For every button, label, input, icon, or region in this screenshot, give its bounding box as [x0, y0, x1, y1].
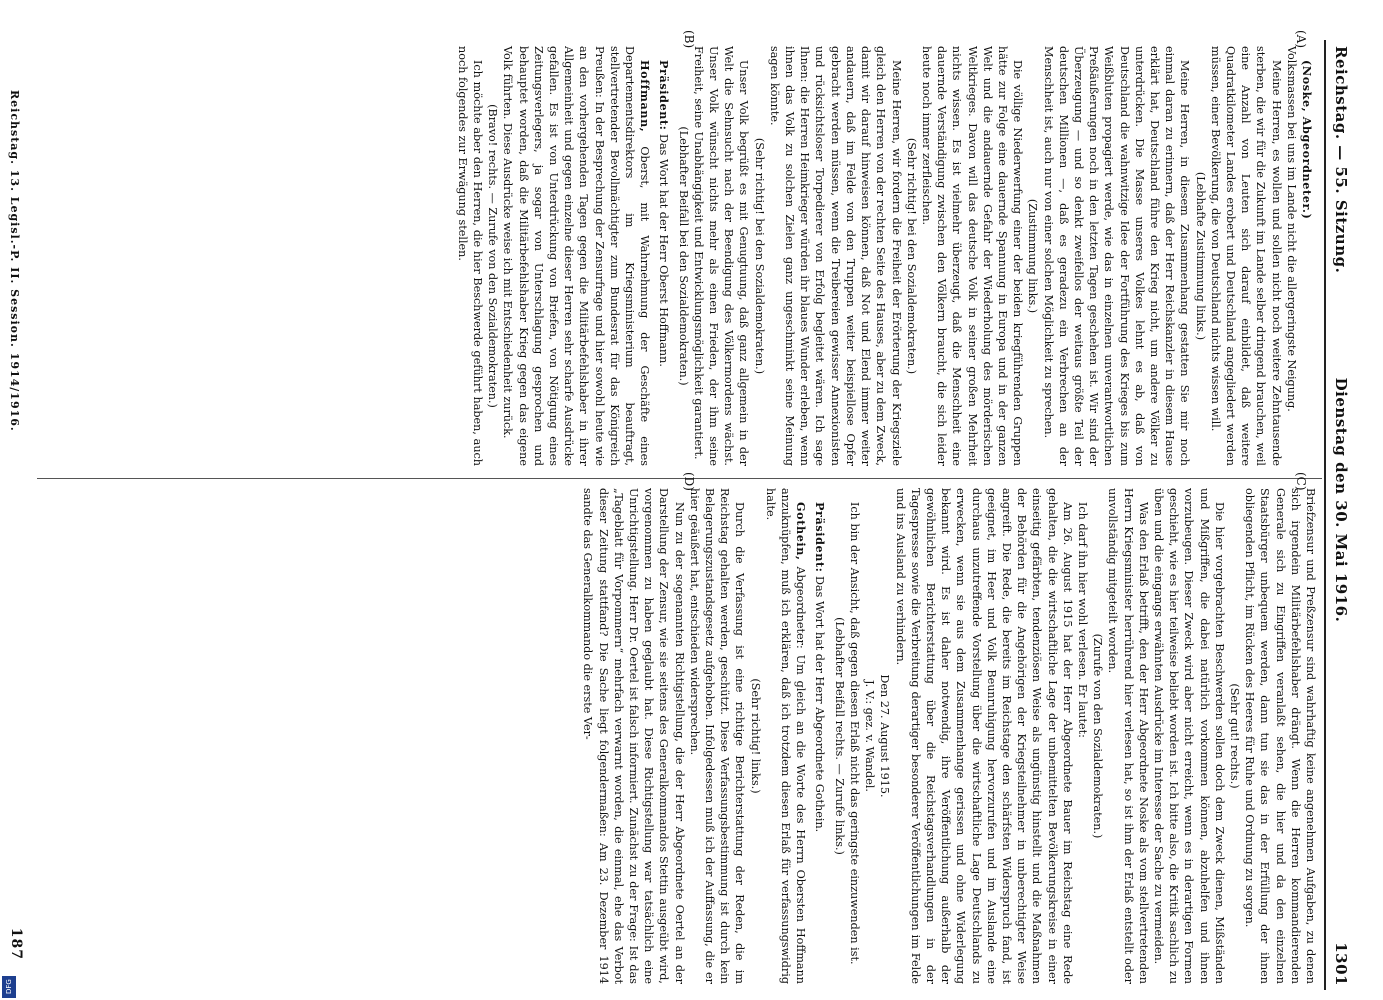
paragraph: Was den Erlaß betrifft, den der Herr Abgeordnete Noske als vom stellvertretenden Herrn Kriegsminister herrührend hier verlesen hat, so ist ihm der Erlaß entstellt oder unvollständig mitgeteilt worden.	[1106, 488, 1150, 984]
speaker-name: Präsident:	[813, 502, 828, 573]
speech-text: Das Wort hat der Herr Abgeordnete Gothein.	[813, 576, 827, 833]
interjection: Den 27. August 1915.	[878, 674, 892, 798]
dfg-logo: DFG	[2, 976, 16, 998]
paragraph: Durch die Verfassung ist eine richtige Berichterstattung der Reden, die im Reichstag gehalten werden, geschützt. Diese Verfassungsbestimmung ist durch kein Belagerungszustandsgesetz aufgehoben. Infolgedessen muß ich der Auffassung, die er hier geäußert hat, entschieden widersprechen.	[687, 488, 747, 984]
interjection: (Sehr richtig! bei den Sozialdemokraten.)	[904, 137, 918, 375]
interjection: (Sehr richtig! links.)	[748, 678, 762, 794]
speech-text: Das Wort hat der Herr Oberst Hoffmann.	[657, 134, 671, 367]
speaker-name: Präsident:	[657, 60, 672, 131]
footer-page-number: 187	[8, 927, 24, 960]
interjection: J. V.: gez. v. Wandel.	[863, 680, 877, 792]
paragraph: Die hier vorgebrachten Beschwerden sollen doch dem Zweck dienen, Mißständen und Mißgriffen, die dabei natürlich vorkommen können, abzuhelfen und ihnen vorzubeugen. Dieser Zweck wird aber nicht erreicht, wenn es in derartigen Formen geschieht, wie es hier teilweise beliebt worden ist. Ich bitte also, die Kritik sachlich zu üben und die eingangs erwähnten Ausdrücke im Interesse der Sache zu vermeiden.	[1151, 488, 1226, 984]
speaker-name: Gothein,	[794, 502, 809, 561]
paragraph: Briefzensur und Preßzensur sind wahrhaftig keine angenehmen Aufgaben, zu denen sich irgendein Militärbefehlshaber drängt. Wenn die Herren kommandierenden Generale sich zu Eingriffen veranlaßt sehen, die hier und da den einzelnen Staatsbürger unbequem werden, dann tun sie das in der Erfüllung der ihnen obliegenden Pflicht, im Rücken des Heeres für Ruhe und Ordnung zu sorgen.	[1243, 488, 1317, 984]
interjection: (Sehr gut! rechts.)	[1227, 683, 1241, 789]
speech-text: Oberst, mit Wahrnehmung der Geschäfte eines Departementsdirektors im Kriegsministerium beauftragt, stellvertretender Bevollmächtigter zum Bundesrat für das Königreich Preußen: In der Besprechung der Zensurfrage und hier sowohl heute wie an den vorhergehenden Tagen gegen die Militärbefehlshaber in ihrer Allgemeinheit und gegen einzelne dieser Herren sehr scharfe Ausdrücke gefallen. Es ist von Unterdrückung von Briefen, von Nötigung eines Zeitungsverlegers, ja sogar von Unterschlagung gesprochen und behauptet worden, daß die Militärbefehlshaber Krieg gegen das eigene Volk führten. Diese Ausdrücke weise ich mit Entschiedenheit zurück.	[501, 46, 652, 466]
interjection: (Bravo! rechts. — Zurufe von den Sozialdemokraten.)	[486, 104, 500, 408]
interjection: (Lebhafter Beifall bei den Sozialdemokraten.)	[676, 126, 690, 386]
interjection: (Zustimmung links.)	[1026, 198, 1040, 314]
interjection: (Zurufe von den Sozialdemokraten.)	[1091, 633, 1105, 839]
paragraph: Meine Herren, in diesem Zusammenhang gestatten Sie mir noch einmal daran zu erinnern, daß der Herr Reichskanzler in diesem Hause erklärt hat, Deutschland führe den Krieg nicht, um andere Völker zu unterdrücken. Die Masse unseres Volkes lehnt es ab, daß von Deutschland die wahnwitzige Idee der Fortführung des Krieges bis zum Weißbluten propagiert werde, wie das in einzelnen unverantwortlichen Preßäußerungen noch in den letzten Tagen geschehen ist. Wir sind der Überzeugung — und so denkt zweifellos der weitaus größte Teil der deutschen Millionen —, daß es geradezu ein Verbrechen an der Menschheit ist, auch nur von einer solchen Möglichkeit zu sprechen.	[1041, 46, 1192, 466]
interjection: (Lebhafte Zustimmung links.)	[1193, 171, 1207, 341]
speaker-name: Hoffmann,	[638, 60, 653, 133]
left-text-column	[455, 46, 1318, 466]
speaker-paragraph	[812, 488, 827, 984]
speaker-paragraph	[656, 46, 671, 466]
header-date: Dienstag den 30. Mai 1916.	[1332, 377, 1350, 623]
footer-session: Reichstag. 13. Legisl.-P. II. Session. 1914/1916.	[8, 90, 21, 432]
paragraph: Ich bin der Ansicht, daß gegen diesen Erlaß nicht das geringste einzuwenden ist.	[847, 502, 861, 965]
paragraph: Unser Volk begrüßt es mit Genugtuung, daß ganz allgemein in der Welt die Sehnsucht nach der Beendigung des Völkermordens wächst. Unser Volk wünscht nichts mehr als einen Frieden, der ihm seine Freiheit, seine Unabhängigkeit und Entwicklungsmöglichkeit garantiert.	[691, 46, 751, 466]
margin-mark-d: (D)	[682, 472, 696, 491]
speaker-paragraph	[1299, 46, 1314, 466]
side-credit-bar	[0, 0, 16, 1000]
paragraph: Die völlige Niederwerfung einer der beiden kriegführenden Gruppen hätte zur Folge eine dauernde Spannung in Europa und in der ganzen Welt und die andauernde Gefahr der Wiederholung des mörderischen Weltkrieges. Davon will das deutsche Volk in seiner großen Mehrheit nichts wissen. Es ist vielmehr überzeugt, daß die Menschheit eine dauernde Verständigung zwischen den Völkern braucht, die sich leider heute noch immer zerfleischen.	[919, 46, 1025, 466]
paragraph: Ich möchte aber den Herren, die hier Beschwerde geführt haben, auch noch folgendes zur Erwägung stellen.	[455, 46, 485, 466]
interjection: (Sehr richtig! bei den Sozialdemokraten.)	[752, 137, 766, 375]
right-text-column	[580, 488, 1318, 984]
paragraph: Meine Herren, wir fordern die Freiheit der Erörterung der Kriegsziele gleich den Herren von der rechten Seite des Hauses, aber zu dem Zweck, damit wir darauf hinweisen können, daß Not und Elend immer weiter andauern, daß im Felde von den Truppen weiter beispiellose Opfer gebracht werden müssen, wenn die Treibereien gewisser Annexionisten und rücksichtsloser Torpedierer von Erfolg begleitet wären. Ich sage Ihnen: die Herren Heimkrieger würden ihr blaues Wunder erleben, wenn ihnen das Volk zu solchen Zielen ganz ungeschminkt seine Meinung sagen könnte.	[767, 46, 903, 466]
paragraph: Nun zu der sogenannten Richtigstellung, die der Herr Abgeordnete Oertel an der Darstellung der Zensur, wie sie seitens des Generalkommandos Stettin ausgeübt wird, vorgenommen zu haben geglaubt hat. Diese Richtigstellung war tatsächlich eine Unrichtigstellung. Herr Dr. Oertel ist falsch informiert. Zunächst zu der Frage: Ist das „Tageblatt für Vorpommern“ mehrfach verwarnt worden, die einmal, ehe das Verbot dieser Zeitung stattfand? Die Sache liegt folgendermaßen: Am 23. Dezember 1914 sandte das Generalkommando die erste Ver-	[581, 488, 686, 984]
paragraph: Meine Herren, es wollen und sollen nicht noch weitere Zehntausende sterben, die wir für die Zukunft im Lande selber dringend brauchen, weil eine Anzahl von Leuten sich darauf einbildet, daß weitere Quadratkilometer Landes erobert und Deutschland angegliedert werden müssen, einer Bevölkerung, die von Deutschland nichts wissen will.	[1208, 46, 1283, 466]
header-left: Reichstag. — 55. Sitzung.	[1332, 46, 1350, 274]
margin-mark-a: (A)	[1294, 30, 1308, 49]
page-number: 1301	[1332, 942, 1350, 986]
header-rule	[1324, 40, 1326, 990]
speaker-name: (Noske, Abgeordneter.)	[1300, 60, 1314, 220]
paragraph: Ich darf ihn hier wohl verlesen. Er lautet:	[1075, 502, 1089, 738]
speech-text: Abgeordneter: Um gleich an die Worte des Herrn Obersten Hoffmann anzuknüpfen, muß ich erklären, daß ich trotzdem diesen Erlaß für verfassungswidrig halte.	[763, 488, 808, 985]
speaker-paragraph	[763, 488, 809, 984]
speaker-paragraph	[500, 46, 652, 466]
paragraph: Am 26. August 1915 hat der Herr Abgeordnete Bauer im Reichstag eine Rede gehalten, die die wirtschaftliche Lage der unbemittelten Bevölkerungskreise in einer einseitig gefärbten, tendenziösen Weise als ungünstig hinstellt und die Maßnahmen der Behörden für die Angehörigen der Kriegsteilnehmer in unberechtigter Weise angreift. Die Rede, die bereits im Reichstage den schärfsten Widerspruch fand, ist geeignet, im Heer und Volk Beunruhigung hervorzurufen und im Auslande eine durchaus unzutreffende Vorstellung über die wirtschaftliche Lage Deutschlands zu erwecken, wenn sie aus dem Zusammenhange gerissen und ohne Widerlegung bekannt wird. Es ist daher notwendig, ihre Veröffentlichung außerhalb der gewöhnlichen Berichterstattung über die Reichstagsverhandlungen in der Tagespresse sowie die Verbreitung derartiger besonderer Veröffentlichungen im Felde und ins Ausland zu verhindern.	[893, 488, 1074, 984]
margin-mark-b: (B)	[682, 30, 696, 49]
column-divider	[37, 478, 1322, 479]
interjection: (Lebhafter Beifall rechts. — Zurufe links.)	[832, 617, 846, 855]
margin-mark-c: (C)	[1294, 472, 1308, 491]
paragraph: Volksmassen bei uns im Lande nicht die allergeringste Neigung.	[1284, 46, 1298, 412]
